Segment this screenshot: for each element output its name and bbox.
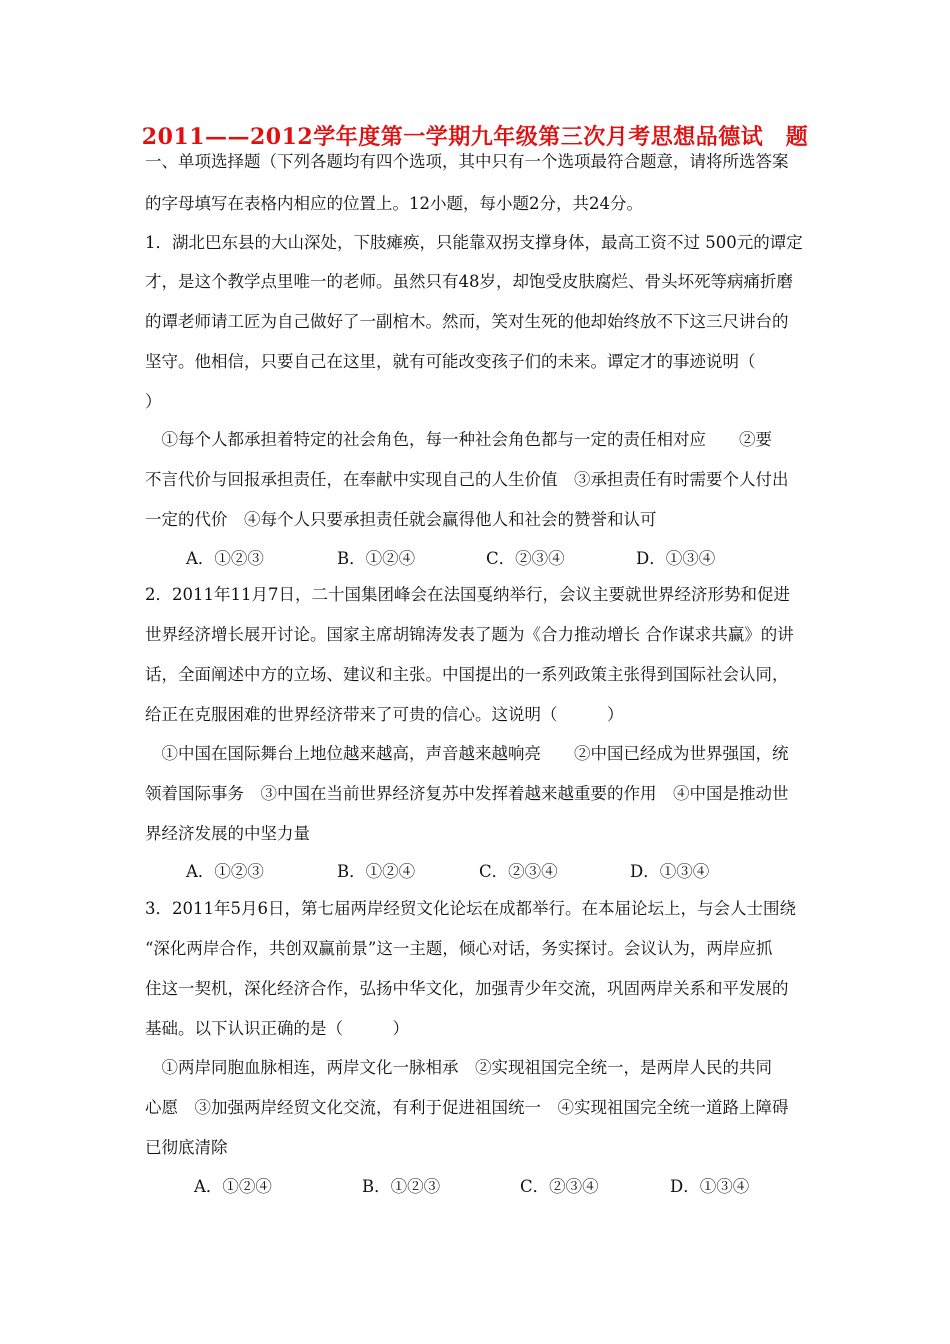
- question-stem-line: 1．湖北巴东县的大山深处，下肢瘫痪，只能靠双拐支撑身体，最高工资不过 500元的谭定: [145, 233, 803, 252]
- option-c: C．②③④: [520, 1177, 599, 1196]
- question-stem-line: “深化两岸合作，共创双赢前景”这一主题，倾心对话，务实探讨。会议认为，两岸应抓: [145, 939, 773, 958]
- question-stem-line: 3．2011年5月6日，第七届两岸经贸文化论坛在成都举行。在本届论坛上，与会人士围绕: [145, 899, 796, 918]
- page-title: 2011——2012学年度第一学期九年级第三次月考思想品德试 题: [141, 124, 809, 150]
- question-stem-line: 基础。以下认识正确的是（ ）: [145, 1019, 409, 1038]
- section-instruction-line: 一、单项选择题（下列各题均有四个选项，其中只有一个选项最符合题意，请将所选答案: [145, 152, 789, 171]
- option-d: D．①③④: [670, 1177, 750, 1196]
- question-stem-line: 才，是这个教学点里唯一的老师。虽然只有48岁，却饱受皮肤腐烂、骨头坏死等病痛折磨: [145, 272, 793, 291]
- option-b: B．①②④: [337, 549, 416, 568]
- section-instruction-line: 的字母填写在表格内相应的位置上。12小题，每小题2分，共24分。: [145, 194, 643, 213]
- question-stem-line: 2．2011年11月7日，二十国集团峰会在法国戛纳举行，会议主要就世界经济形势和促进: [145, 585, 790, 604]
- option-a: A．①②③: [186, 549, 264, 568]
- option-d: D．①③④: [636, 549, 716, 568]
- question-stem-line: 的谭老师请工匠为自己做好了一副棺木。然而，笑对生死的他却始终放不下这三尺讲台的: [145, 312, 789, 331]
- question-stem-line: 住这一契机，深化经济合作，弘扬中华文化，加强青少年交流，巩固两岸关系和平发展的: [145, 979, 789, 998]
- question-item-line: 已彻底清除: [145, 1138, 228, 1157]
- question-item-line: ①两岸同胞血脉相连，两岸文化一脉相承 ②实现祖国完全统一，是两岸人民的共同: [145, 1058, 772, 1077]
- question-item-line: 心愿 ③加强两岸经贸文化交流，有利于促进祖国统一 ④实现祖国完全统一道路上障碍: [145, 1098, 789, 1117]
- question-stem-line: 世界经济增长展开讨论。国家主席胡锦涛发表了题为《合力推动增长 合作谋求共赢》的讲: [145, 625, 794, 644]
- question-stem-line: 坚守。他相信，只要自己在这里，就有可能改变孩子们的未来。谭定才的事迹说明（: [145, 352, 756, 371]
- option-b: B．①②④: [337, 862, 416, 881]
- option-a: A．①②④: [194, 1177, 272, 1196]
- question-item-line: ①每个人都承担着特定的社会角色，每一种社会角色都与一定的责任相对应 ②要: [145, 430, 772, 449]
- question-item-line: 领着国际事务 ③中国在当前世界经济复苏中发挥着越来越重要的作用 ④中国是推动世: [145, 784, 789, 803]
- question-item-line: 界经济发展的中坚力量: [145, 824, 310, 843]
- option-c: C．②③④: [479, 862, 558, 881]
- option-b: B．①②③: [362, 1177, 441, 1196]
- question-stem-line: ）: [145, 392, 162, 411]
- question-stem-line: 话，全面阐述中方的立场、建议和主张。中国提出的一系列政策主张得到国际社会认同，: [145, 665, 789, 684]
- option-c: C．②③④: [486, 549, 565, 568]
- question-item-line: ①中国在国际舞台上地位越来越高，声音越来越响亮 ②中国已经成为世界强国，统: [145, 744, 789, 763]
- question-item-line: 不言代价与回报承担责任，在奉献中实现自己的人生价值 ③承担责任有时需要个人付出: [145, 470, 789, 489]
- question-stem-line: 给正在克服困难的世界经济带来了可贵的信心。这说明（ ）: [145, 705, 624, 724]
- option-d: D．①③④: [630, 862, 710, 881]
- option-a: A．①②③: [186, 862, 264, 881]
- question-item-line: 一定的代价 ④每个人只要承担责任就会赢得他人和社会的赞誉和认可: [145, 510, 657, 529]
